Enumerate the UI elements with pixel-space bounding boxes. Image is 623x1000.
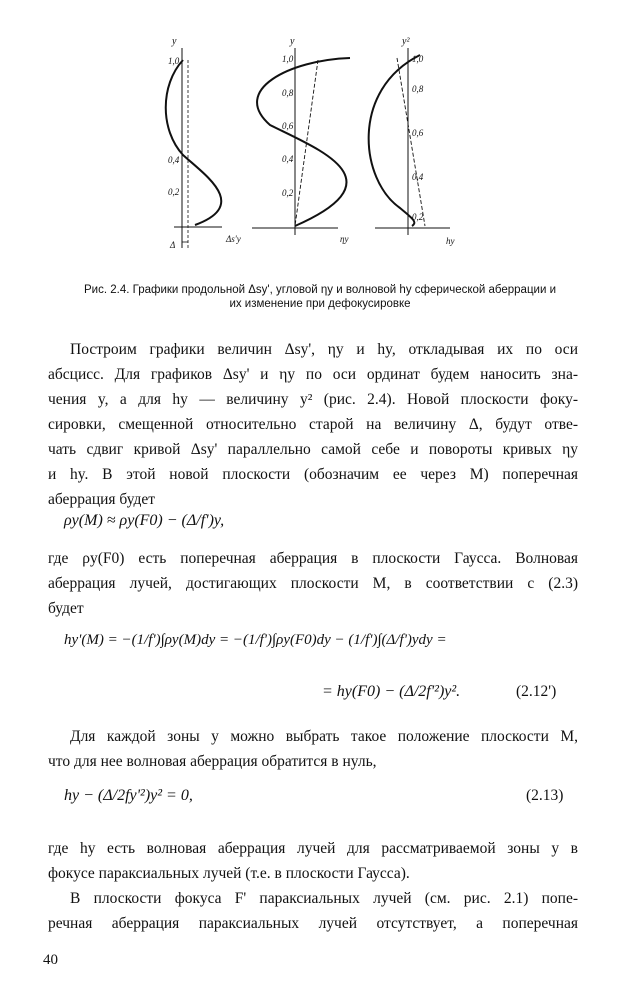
tick-1-0-right: 1,0 (412, 54, 424, 64)
text-line: речная аберрация параксиальных лучей отсутствует, а поперечная (48, 915, 578, 932)
curve-longitudinal (166, 60, 222, 225)
panel-longitudinal (166, 36, 241, 250)
equation-wave-result: = hy(F0) − (Δ/2f'²)y². (322, 683, 461, 700)
curve-wave (369, 55, 420, 226)
text-line: В плоскости фокуса F' параксиальных лучей (см. рис. 2.1) попе- (70, 890, 578, 907)
text-line: чения y, а для hy — величину y² (рис. 2.4). Новой плоскости фоку- (48, 391, 578, 408)
y2-label-right: y² (402, 36, 410, 47)
paragraph-1 (48, 337, 578, 512)
page-number: 40 (43, 952, 58, 968)
paragraph-4 (48, 836, 578, 936)
tick-0-4-left: 0,4 (168, 155, 180, 165)
tick-1-0-middle: 1,0 (282, 54, 294, 64)
tick-delta-left: Δ (170, 240, 176, 250)
tick-1-0-left: 1,0 (168, 56, 180, 66)
tick-0-2-left: 0,2 (168, 187, 180, 197)
equation-wave-integral: hy'(M) = −(1/f')∫ρy(M)dy = −(1/f')∫ρy(F0)dy − (1/f')∫(Δ/f')ydy = (64, 632, 447, 648)
tick-0-8-middle: 0,8 (282, 88, 294, 98)
xlabel-right: hy (446, 236, 455, 246)
xlabel-middle: ηy (340, 234, 349, 244)
text-line: где ρy(F0) есть поперечная аберрация в плоскости Гаусса. Волновая (48, 550, 578, 567)
text-line: где hy есть волновая аберрация лучей для рассматриваемой зоны y в (48, 840, 578, 857)
text-line: аберрация лучей, достигающих плоскости M, в соответствии с (2.3) (48, 575, 578, 592)
text-line: будет (48, 600, 84, 617)
figure-caption (40, 283, 600, 311)
equation-number-2-12: (2.12') (516, 683, 557, 700)
tick-0-2-middle: 0,2 (282, 188, 294, 198)
text-line: абсцисс. Для графиков Δsy' и ηy по оси ординат будем наносить зна- (48, 366, 578, 383)
tick-0-4-middle: 0,4 (282, 154, 294, 164)
tick-0-4-right: 0,4 (412, 172, 424, 182)
tick-0-2-right: 0,2 (412, 212, 424, 222)
paragraph-2 (48, 546, 578, 621)
tick-0-6-right: 0,6 (412, 128, 424, 138)
text-line: аберрация будет (48, 491, 156, 508)
equation-zero-wave: hy − (Δ/2fy'²)y² = 0, (64, 787, 193, 804)
text-line: сировки, смещенной относительно старой на величину Δ, будут отве- (48, 416, 578, 433)
equation-rho: ρy(M) ≈ ρy(F0) − (Δ/f')y, (64, 512, 225, 529)
panel-wave (369, 36, 455, 246)
text-line: Для каждой зоны y можно выбрать такое положение плоскости M, (70, 728, 578, 745)
text-line: и hy. В этой новой плоскости (обозначим ее через M) поперечная (48, 466, 578, 483)
tick-0-6-middle: 0,6 (282, 121, 294, 131)
y-label-left: y (172, 36, 177, 47)
y-label-middle: y (290, 36, 295, 47)
text-line: фокусе параксиальных лучей (т.е. в плоскости Гаусса). (48, 865, 410, 882)
curve-angular (257, 58, 350, 226)
tick-0-8-right: 0,8 (412, 84, 424, 94)
aberration-figure (150, 30, 470, 258)
text-line: чать сдвиг кривой Δsy' параллельно самой себе и повороты кривых ηy (48, 441, 578, 458)
panel-angular (252, 36, 350, 244)
xlabel-left: Δs'y (226, 234, 241, 244)
caption-line-1: Рис. 2.4. Графики продольной Δsy', угловой ηy и волновой hy сферической аберрации и (84, 284, 556, 296)
paragraph-3 (48, 724, 578, 774)
equation-number-2-13: (2.13) (526, 787, 564, 804)
text-line: что для нее волновая аберрация обратится в нуль, (48, 753, 377, 770)
text-line: Построим графики величин Δsy', ηy и hy, откладывая их по оси (70, 341, 578, 358)
caption-line-2: их изменение при дефокусировке (229, 298, 411, 310)
